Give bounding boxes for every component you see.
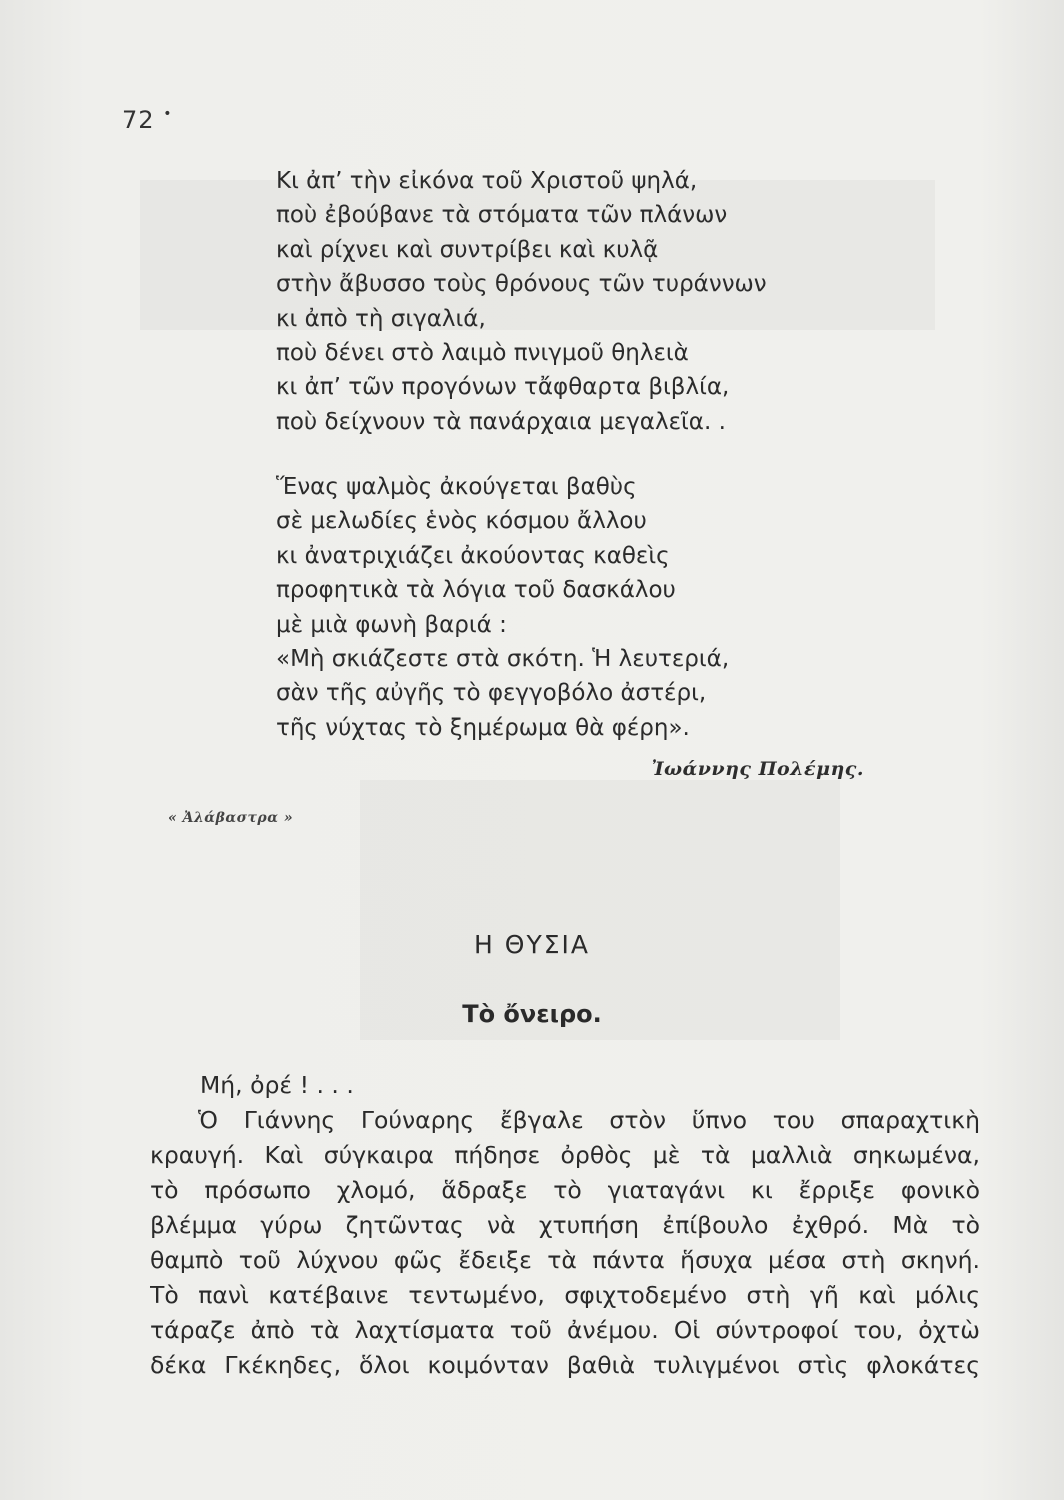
poem-stanza-2 — [276, 470, 836, 745]
prose-line: Μή, ὀρέ ! . . . — [200, 1071, 354, 1099]
poem-source-note: « Ἀλάβαστρα » — [168, 810, 294, 826]
poem-line: προφητικὰ τὰ λόγια τοῦ δασκάλου — [276, 577, 676, 604]
poem-line: κι ἀπ’ τῶν προγόνων τἄφθαρτα βιβλία, — [276, 374, 730, 401]
page-number-mark: • — [163, 106, 173, 122]
poem-line: κι ἀπὸ τὴ σιγαλιά, — [276, 305, 486, 332]
poem-author-signature: Ἰωάννης Πολέμης. — [651, 758, 864, 780]
poem-line: μὲ μιὰ φωνὴ βαριά : — [276, 611, 507, 638]
poem-line: σὲ μελωδίες ἑνὸς κόσμου ἄλλου — [276, 508, 647, 535]
poem-line: ποὺ δείχνουν τὰ πανάρχαια μεγαλεῖα. . — [276, 408, 726, 435]
prose-body — [150, 1068, 980, 1383]
poem-line: τῆς νύχτας τὸ ξημέρωμα θὰ φέρη». — [276, 714, 690, 741]
prose-line: θαμπὸ τοῦ λύχνου φῶς ἔδειξε τὰ πάντα ἥσυχα μέσα στὴ σκηνή. — [150, 1246, 980, 1274]
prose-line: βλέμμα γύρω ζητῶντας νὰ χτυπήση ἐπίβουλο ἐχθρό. Μὰ τὸ — [150, 1211, 980, 1239]
poem-line: κι ἀνατριχιάζει ἀκούοντας καθεὶς — [276, 542, 670, 569]
page-number — [122, 106, 172, 134]
poem-line: Κι ἀπ’ τὴν εἰκόνα τοῦ Χριστοῦ ψηλά, — [276, 168, 698, 194]
poem-line: σὰν τῆς αὐγῆς τὸ φεγγοβόλο ἀστέρι, — [276, 680, 707, 707]
prose-line: τὸ πρόσωπο χλομό, ἅδραξε τὸ γιαταγάνι κι ἔρριξε φονικὸ — [150, 1176, 980, 1204]
poem-line: ποὺ ἐβούβανε τὰ στόματα τῶν πλάνων — [276, 202, 728, 229]
section-subtitle: Τὸ ὄνειρο. — [462, 1000, 602, 1028]
poem-line: «Μὴ σκιάζεστε στὰ σκότη. Ἡ λευτεριά, — [276, 645, 730, 672]
prose-line: Ὁ Γιάννης Γούναρης ἔβγαλε στὸν ὕπνο του σπαραχτικὴ — [198, 1106, 980, 1134]
prose-line: τάραζε ἀπὸ τὰ λαχτίσματα τοῦ ἀνέμου. Οἱ σύντροφοί του, ὀχτὼ — [150, 1316, 980, 1344]
prose-line: κραυγή. Καὶ σύγκαιρα πήδησε ὀρθὸς μὲ τὰ μαλλιὰ σηκωμένα, — [150, 1141, 980, 1169]
prose-line: Τὸ πανὶ κατέβαινε τεντωμένο, σφιχτοδεμένο στὴ γῆ καὶ μόλις — [150, 1281, 980, 1309]
poem-line: ποὺ δένει στὸ λαιμὸ πνιγμοῦ θηλειὰ — [276, 339, 689, 366]
page-number-value: 72 — [122, 106, 155, 134]
prose-line: δέκα Γκέκηδες, ὅλοι κοιμόνταν βαθιὰ τυλιγμένοι στὶς φλοκάτες — [150, 1351, 980, 1379]
poem-line: στὴν ἄβυσσο τοὺς θρόνους τῶν τυράννων — [276, 271, 767, 298]
poem-stanza-1 — [276, 164, 836, 439]
section-title: Η ΘΥΣΙΑ — [474, 930, 590, 959]
poem-line: καὶ ρίχνει καὶ συντρίβει καὶ κυλᾷ — [276, 236, 659, 263]
poem-line: Ἕνας ψαλμὸς ἀκούγεται βαθὺς — [276, 474, 637, 500]
